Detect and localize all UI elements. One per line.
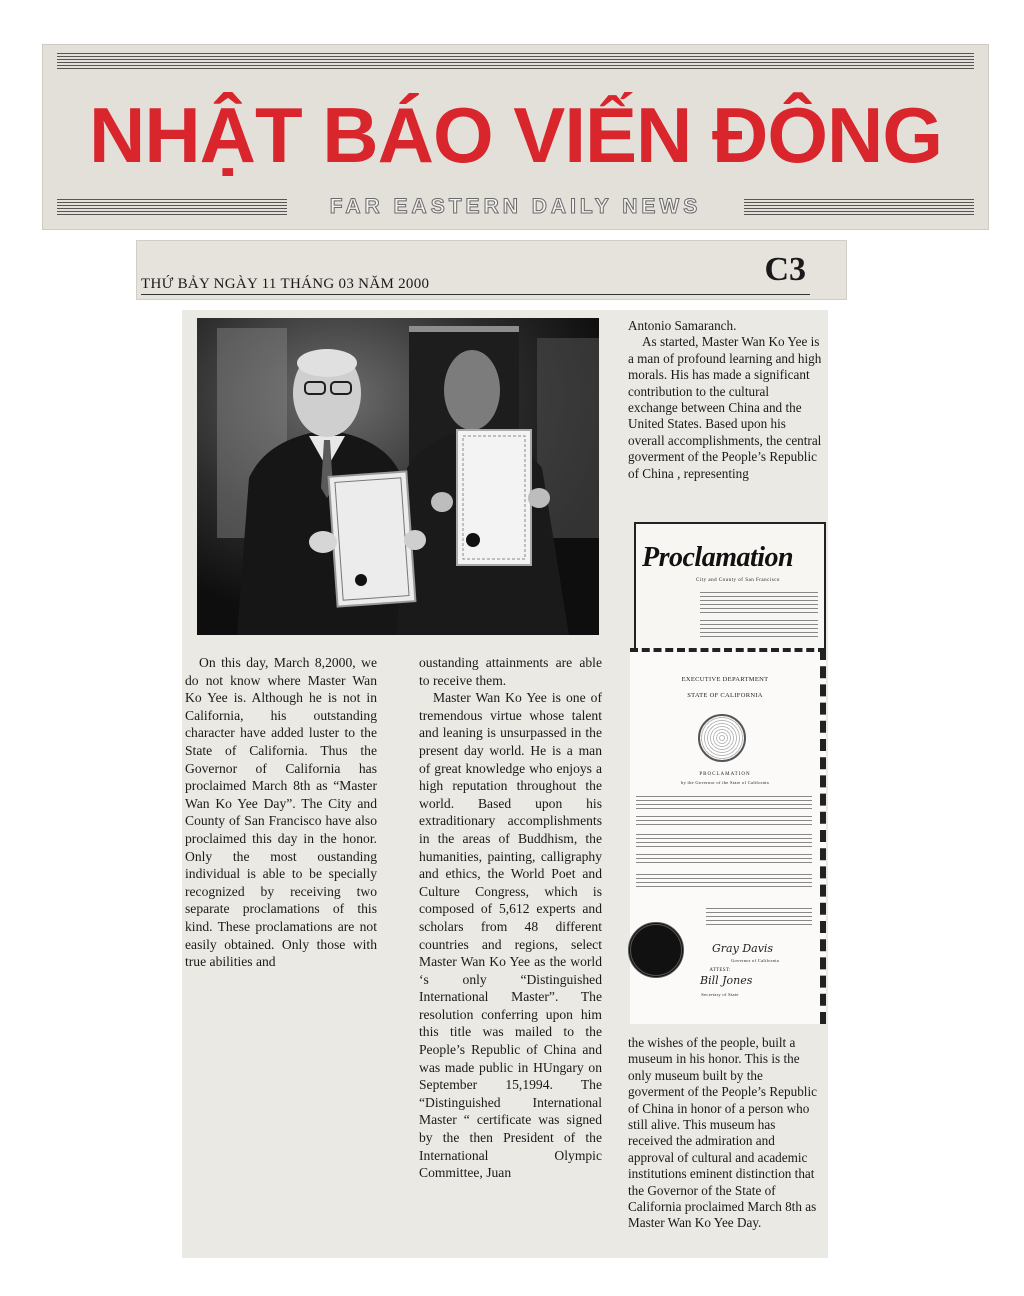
city-proclamation [634,522,826,656]
proclamation-text-lines [700,592,818,614]
proclamation-text-lines [700,620,818,638]
proclamation-heading: PROCLAMATION [699,772,751,777]
state-of-california: STATE OF CALIFORNIA [687,692,763,699]
article-paragraph: Master Wan Ko Yee is one of tremendous virtue whose talent and leaning is unsurpassed in the present day world. He is a man of great knowledge who enjoys a high reputation throughout the world. Based upon his extraditionary accomplishments in the areas of Buddhism, the humanities, painting, calligraphy and ethics, the World Poet and Culture Congress, which is composed of 5,612 experts and scholars from 48 different countries and regions, select Master Wan Ko Yee as the world ‘s only “Distinguished International Master”. The resolution conferring upon him this title was mailed to the People’s Republic of China and was made public in HUngary on September 15,1994. The “Distinguished International Master “ certificate was signed by the then President of the International Olympic Committee, Juan [419,690,602,1181]
executive-department: EXECUTIVE DEPARTMENT [681,676,769,683]
whereas-lines [636,816,812,828]
whereas-lines [636,834,812,848]
masthead-top-rule [57,53,974,69]
masthead [42,44,989,230]
secretary-signature: Bill Jones [700,974,753,987]
whereas-lines [636,796,812,810]
proclamation-document [630,522,826,1022]
governor-title: Governor of California [730,958,780,963]
dateline-rule [141,294,810,295]
article-paragraph: the wishes of the people, built a museum in his honor. This is the only museum built by the goverment of the People’s Republic of China in honor of a person who still alive. This museum has received the admiration and approval of cultural and academic institutions eminent distinction that the Governor of the State of California proclaimed March 8th as Master Wan Ko Yee Day. [628,1035,817,1231]
witness-lines [706,908,812,928]
secretary-title: Secretary of State [701,992,739,997]
article-paragraph: Antonio Samaranch. [628,318,737,333]
article-column-2 [419,654,602,1182]
state-proclamation [630,648,826,1024]
page-number: C3 [764,251,806,288]
governor-signature: Gray Davis [712,942,774,955]
newspaper-title: NHẬT BÁO VIẾN ĐÔNG [88,91,943,179]
dateline-bar [136,240,847,300]
article-column-1 [185,654,377,971]
newspaper-subtitle: FAR EASTERN DAILY NEWS [329,195,702,218]
proclamation-by: by the Governor of the State of California [681,780,769,785]
article-paragraph: oustanding attainments are able to receive them. [419,655,602,688]
article-column-3 [628,318,822,482]
state-seal-icon [698,714,746,762]
article-photo [197,318,599,635]
article-paragraph: On this day, March 8,2000, we do not know where Master Wan Ko Yee is. Although he is not in California, his outstanding character have added luster to the State of California. Thus the Governor of California has proclaimed March 8th as “Master Wan Ko Yee Day”. The City and County of San Francisco have also proclaimed this day in the honor. Only the most oustanding individual is able to be specially recognized by receiving two separate proclamations of this kind. These proclamations are not easily obtained. Only those with true abilities and [185,655,377,970]
proclamation-city: City and County of San Francisco [696,578,780,583]
proclamation-title: Proclamation [642,542,794,573]
attest-label: ATTEST: [709,968,731,973]
article-paragraph: As started, Master Wan Ko Yee is a man of profound learning and high morals. His has made a significant contribution to the cultural exchange between China and the United States. Based upon his overall accomplishments, the central goverment of the People’s Republic of China , representing [628,334,822,481]
photo-illustration [197,318,599,635]
issue-date: THỨ BẢY NGÀY 11 THÁNG 03 NĂM 2000 [141,276,430,292]
whereas-lines [636,874,812,888]
article-column-4 [628,1035,822,1232]
whereas-lines [636,854,812,866]
